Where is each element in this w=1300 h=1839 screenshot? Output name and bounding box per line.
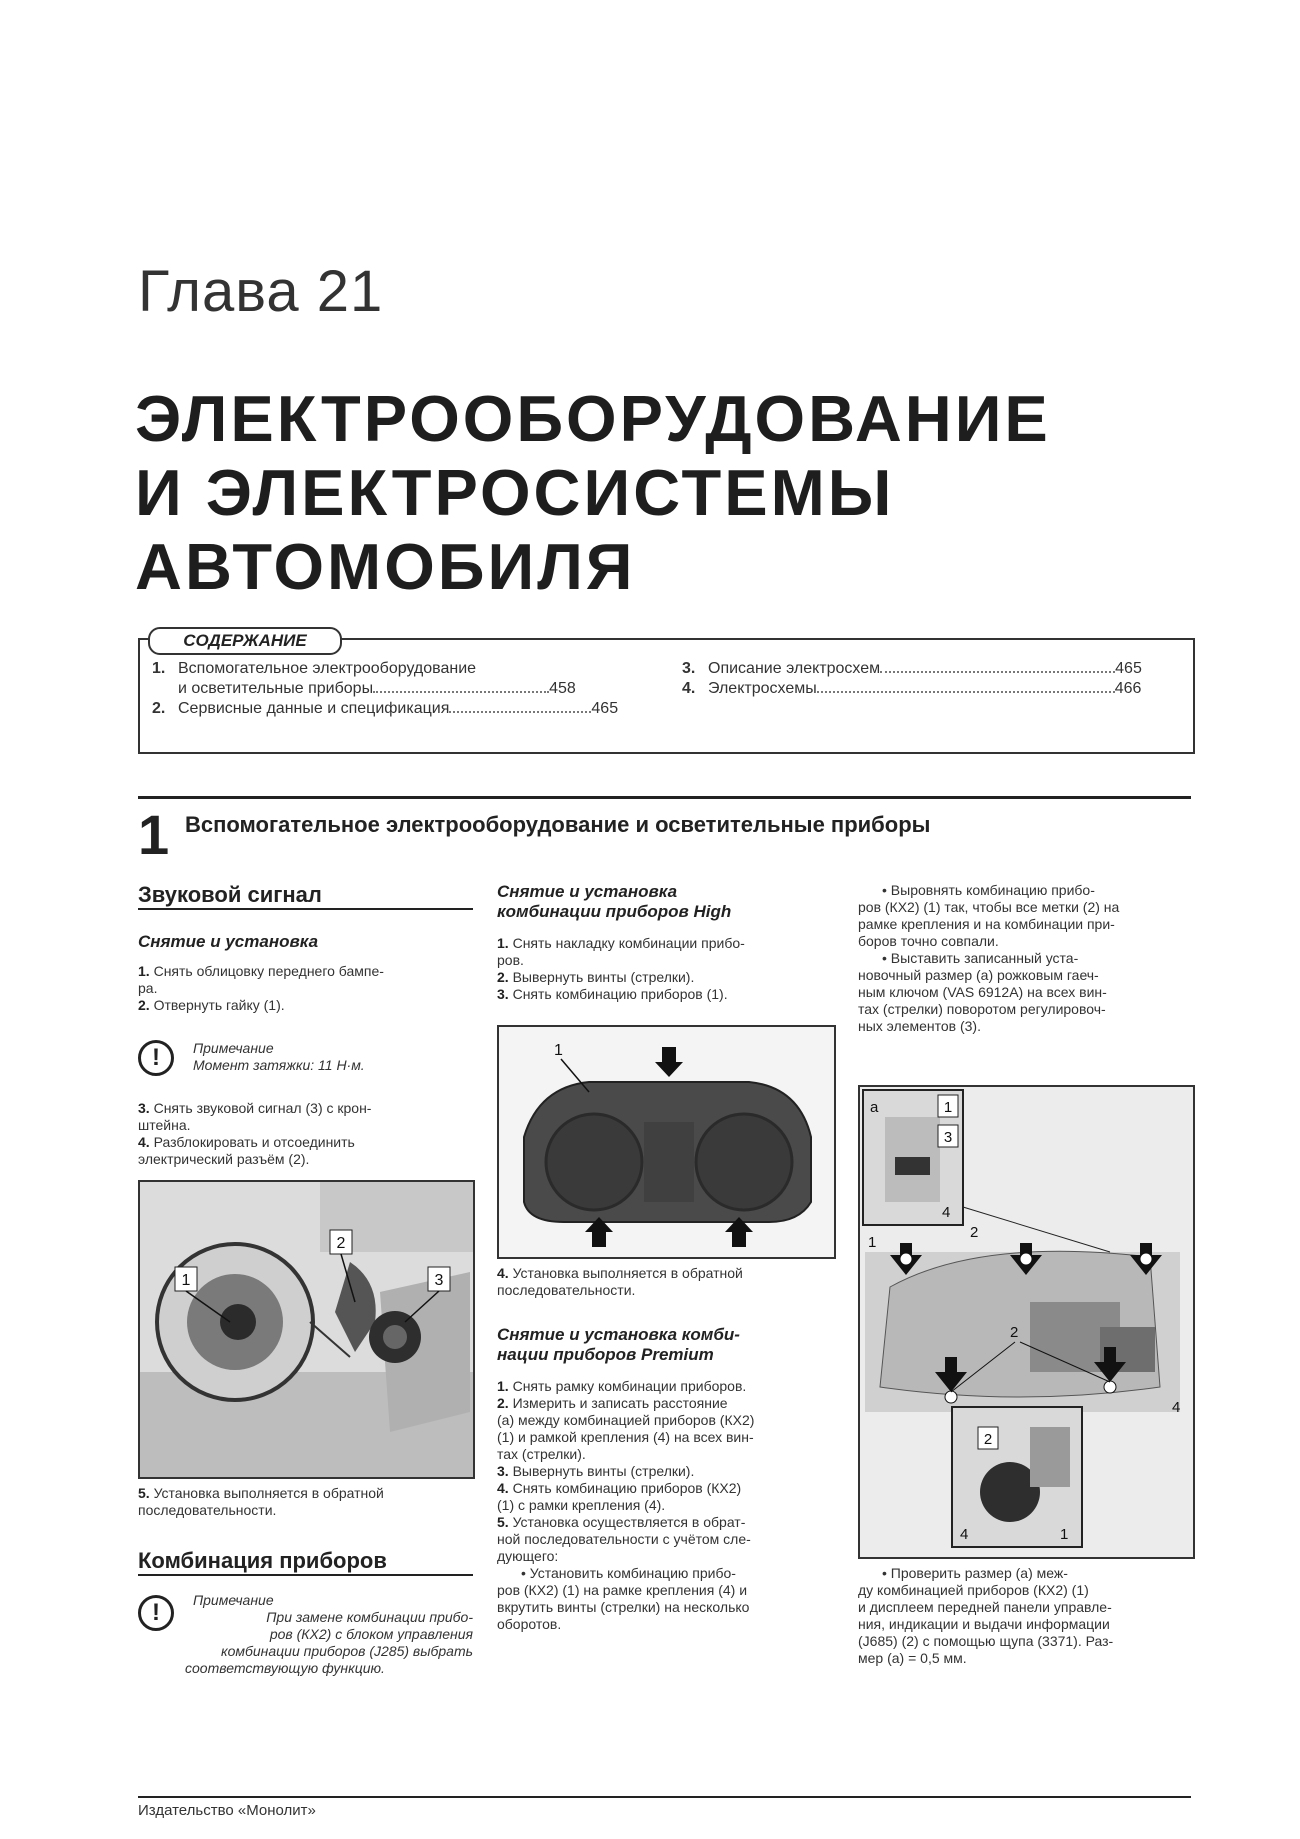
title-line-1: ЭЛЕКТРООБОРУДОВАНИЕ — [135, 382, 1051, 455]
figure-horn — [138, 1180, 475, 1479]
toc-leader — [449, 711, 591, 713]
toc-item-1[interactable] — [152, 660, 652, 678]
toc-item-page: 465 — [1115, 660, 1142, 677]
premium-check: • Проверить размер (а) меж- ду комбинацией приборов (КХ2) (1) и дисплеем передней панели управле- ния, индикации и выдачи информации (J685) (2) с помощью щупа (3371). Раз- мер (а) = 0,5 мм. — [858, 1565, 1114, 1666]
fig3-label-4-top: 4 — [942, 1204, 951, 1221]
fig1-label-2: 2 — [336, 1235, 346, 1252]
note-exclamation-icon-2: ! — [138, 1595, 174, 1631]
footer-rule — [138, 1796, 1191, 1798]
toc-item-3[interactable] — [682, 660, 1182, 678]
toc-item-text: Электросхемы — [708, 680, 817, 697]
toc-item-page: 466 — [1114, 680, 1142, 697]
fig1-label-1: 1 — [181, 1272, 191, 1289]
toc-item-page: 458 — [549, 680, 576, 697]
fig3-label-1-main: 1 — [868, 1234, 877, 1251]
fig3-label-2-main: 2 — [970, 1224, 979, 1241]
toc-item-text: Сервисные данные и спецификация — [178, 700, 450, 717]
fig2-label-1: 1 — [554, 1042, 563, 1059]
premium-steps: 1. Снять рамку комбинации приборов. 2. Измерить и записать расстояние (а) между комбинацией приборов (КХ2) (1) и рамкой крепления (4) на всех вин- тах (стрелки). 3. Вывернуть винты (стрелки). 4. Снять комбинацию приборов (КХ2) (1) с рамки крепления (4). 5. Установка осуществляется в обрат- ной последовательности с учётом сле- дующего: • Установить комбинацию прибо- ров (КХ2) (1) на рамке крепления (4) и вкрутить винты (стрелки) на несколько оборотов. — [497, 1378, 755, 1632]
toc-leader — [373, 691, 549, 693]
toc-item-number: 3. — [682, 660, 696, 677]
fig3-label-2-inset: 2 — [983, 1431, 993, 1448]
fig3-label-a: a — [870, 1099, 879, 1116]
fig1-label-3: 3 — [434, 1272, 444, 1289]
fig3-label-2-center: 2 — [1010, 1324, 1019, 1341]
note-exclamation-icon: ! — [138, 1040, 174, 1076]
high-steps-b: 4. Установка выполняется в обратной последовательности. — [497, 1265, 743, 1298]
heading-high: Снятие и установка комбинации приборов High — [497, 882, 732, 921]
horn-steps-b: 3. Снять звуковой сигнал (3) с крон- штейна. 4. Разблокировать и отсоединить электрический разъём (2). — [138, 1100, 372, 1167]
cluster-premium-illustration — [860, 1087, 1193, 1557]
toc-item-number: 4. — [682, 680, 696, 697]
toc-item-text: Описание электросхем — [708, 660, 881, 677]
horn-illustration — [140, 1182, 473, 1477]
cluster-high-illustration — [499, 1027, 834, 1257]
fig3-label-1-inset: 1 — [1060, 1526, 1069, 1543]
horn-steps-c: 5. Установка выполняется в обратной последовательности. — [138, 1485, 384, 1518]
figure-cluster-high — [497, 1025, 836, 1259]
fig3-label-3: 3 — [943, 1129, 953, 1146]
title-line-2: И ЭЛЕКТРОСИСТЕМЫ — [135, 456, 895, 529]
chapter-title — [135, 382, 1135, 604]
chapter-label: Глава 21 — [138, 259, 384, 324]
fig3-label-4-right: 4 — [1172, 1399, 1181, 1416]
fig3-label-1-top: 1 — [943, 1099, 953, 1116]
section-title: Вспомогательное электрооборудование и осветительные приборы — [185, 812, 931, 837]
toc-item-page: 465 — [591, 700, 619, 717]
toc-item-1-cont[interactable] — [178, 680, 658, 698]
heading-premium: Снятие и установка комби- нации приборов Premium — [497, 1325, 740, 1364]
premium-steps-cont: • Выровнять комбинацию прибо- ров (КХ2) (1) так, чтобы все метки (2) на рамке крепления и на комбинации при- боров точно совпали. • Выставить записанный уста- новочный размер (а) рожковым гаеч- ным ключом (VAS 6912A) на всех вин- тах (стрелки) поворотом регулировоч- ных элементов (3). — [858, 882, 1120, 1034]
figure-cluster-premium — [858, 1085, 1195, 1559]
fig3-label-4-inset: 4 — [960, 1526, 969, 1543]
section-number: 1 — [138, 803, 170, 866]
heading-cluster: Комбинация приборов — [138, 1548, 473, 1576]
toc-item-2[interactable] — [152, 700, 652, 718]
toc-item-4[interactable] — [682, 680, 1182, 698]
heading-remove-install: Снятие и установка — [138, 932, 319, 951]
toc-item-text: Вспомогательное электрооборудование — [178, 660, 477, 677]
heading-horn: Звуковой сигнал — [138, 882, 473, 910]
toc-item-text: и осветительные приборы — [178, 680, 374, 697]
toc-item-number: 1. — [152, 660, 166, 677]
section-rule — [138, 796, 1191, 799]
high-steps-a: 1. Снять накладку комбинации прибо- ров. 2. Вывернуть винты (стрелки). 3. Снять комбинацию приборов (1). — [497, 935, 745, 1002]
title-line-3: АВТОМОБИЛЯ — [135, 530, 636, 603]
toc-leader — [817, 691, 1115, 693]
note-torque: Примечание Момент затяжки: 11 Н·м. — [193, 1040, 365, 1073]
toc-label: СОДЕРЖАНИЕ — [148, 627, 342, 655]
toc-item-number: 2. — [152, 700, 166, 717]
publisher-footer: Издательство «Монолит» — [138, 1802, 316, 1819]
toc-leader — [880, 671, 1115, 673]
note-cluster: Примечание При замене комбинации прибо- ров (КХ2) с блоком управления комбинации приборов (J285) выбрать соответствующую функцию. — [185, 1592, 473, 1676]
horn-steps-a: 1. Снять облицовку переднего бампе- ра. 2. Отвернуть гайку (1). — [138, 963, 384, 1013]
